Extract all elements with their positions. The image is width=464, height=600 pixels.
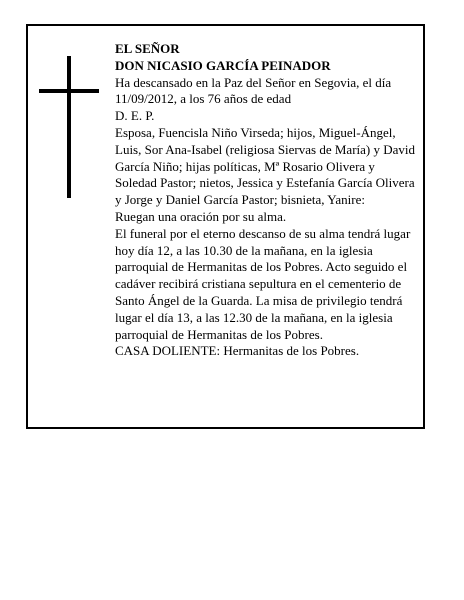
obituary-text: [115, 41, 420, 360]
cross-horizontal-bar: [39, 89, 99, 93]
mourning-house: CASA DOLIENTE: Hermanitas de los Pobres.: [115, 343, 360, 359]
family-list: Esposa, Fuencisla Niño Virseda; hijos, Miguel-Ángel, Luis, Sor Ana-Isabel (religiosa Siervas de María) y David García Niño; hijas políticas, Mª Rosario Olivera y Soledad Pastor; nietos, Jessica y Estefanía García Olivera y Jorge y Daniel García Pastor; bisnieta, Yanire:: [115, 124, 416, 208]
announcement-text: Ha descansado en la Paz del Señor en Segovia, el día 11/09/2012, a los 76 años de edad: [115, 74, 392, 107]
deceased-name: DON NICASIO GARCÍA PEINADOR: [115, 57, 331, 73]
prayer-request: Ruegan una oración por su alma.: [115, 208, 287, 224]
title-line-1: EL SEÑOR: [115, 41, 180, 56]
dep-text: D. E. P.: [115, 108, 155, 124]
cross-icon: [39, 56, 99, 198]
obituary-notice: [26, 24, 425, 429]
funeral-details: El funeral por el eterno descanso de su alma tendrá lugar hoy día 12, a las 10.30 de la mañana, en la iglesia parroquial de Hermanitas de los Pobres. Acto seguido el cadáver recibirá cristiana sepultura en el cementerio de Santo Ángel de la Guarda. La misa de privilegio tendrá lugar el día 13, a las 12.30 de la mañana, en la iglesia parroquial de Hermanitas de los Pobres.: [115, 225, 411, 342]
cross-vertical-bar: [67, 56, 71, 198]
